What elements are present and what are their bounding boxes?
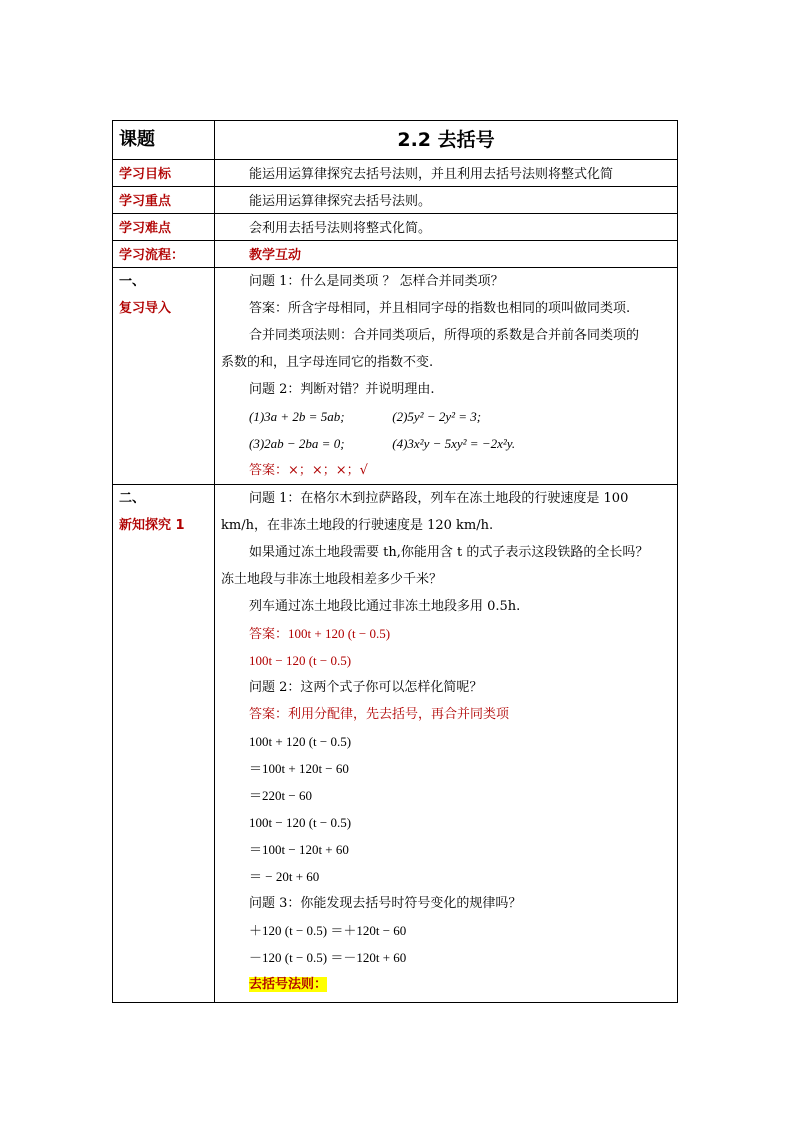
section2-question1-line1: 问题 1：在格尔木到拉萨路段，列车在冻土地段的行驶速度是 100 [249,491,629,506]
section2-answer1-line1: 答案：100t + 120 (t − 0.5) [249,626,391,641]
section2-number: 二、 [119,491,146,506]
section2-question1-line2: km/h，在非冻土地段的行驶速度是 120 km/h. [221,518,494,533]
section1-exercises-row1 [215,403,677,430]
simplify-step-6: ＝ − 20t + 60 [249,869,320,884]
section2-label-cell [113,485,215,1003]
section1-answer2: 答案：×；×；×；√ [249,463,368,478]
section2-row [113,485,678,1003]
page-title: 2.2 去括号 [397,129,495,151]
simplify-step-3: ＝220t − 60 [249,788,312,803]
goal-text: 能运用运算律探究去括号法则，并且利用去括号法则将整式化简 [249,167,614,182]
difficulty-label: 学习难点 [119,221,172,236]
section1-question1: 问题 1：什么是同类项 ？ 怎样合并同类项？ [249,274,504,289]
goal-label: 学习目标 [119,167,172,182]
focus-label: 学习重点 [119,194,172,209]
process-label-cell [113,241,215,268]
focus-text: 能运用运算律探究去括号法则。 [249,194,432,209]
process-text: 教学互动 [249,248,302,263]
difficulty-label-cell [113,214,215,241]
section2-question1-line5: 列车通过冻土地段比通过非冻土地段多用 0.5h. [249,599,521,614]
section1-number: 一、 [119,274,146,289]
simplify-step-4: 100t − 120 (t − 0.5) [249,815,352,830]
difficulty-cell [215,214,678,241]
section1-rule-line2: 系数的和，且字母连同它的指数不变. [221,355,434,370]
section1-label-cell [113,268,215,485]
exercise-3: (3)2ab − 2ba = 0; [249,436,345,451]
title-label: 课题 [119,129,155,150]
lesson-plan-table [112,120,678,1003]
section1-answer1: 答案：所含字母相同，并且相同字母的指数也相同的项叫做同类项. [249,301,631,316]
exercise-2: (2)5y² − 2y² = 3; [392,409,482,424]
section1-exercises-row2 [215,430,677,457]
section2-question2: 问题 2：这两个式子你可以怎样化简呢？ [249,680,483,695]
simplify-step-2: ＝100t + 120t − 60 [249,761,349,776]
title-cell [215,121,678,160]
section2-answer2: 答案：利用分配律，先去括号，再合并同类项 [249,707,510,722]
exercise-4: (4)3x²y − 5xy² = −2x²y. [392,436,516,451]
section1-row [113,268,678,485]
section2-answer1-line2: 100t − 120 (t − 0.5) [249,653,352,668]
bracket-rule-line [215,971,677,998]
bracket-rule-heading: 去括号法则： [249,977,328,992]
section1-content [215,268,678,485]
goal-label-cell [113,160,215,187]
section1-rule-line1: 合并同类项法则：合并同类项后，所得项的系数是合并前各同类项的 [249,328,640,343]
process-cell [215,241,678,268]
difficulty-text: 会利用去括号法则将整式化简。 [249,221,432,236]
section2-question1-line4: 冻土地段与非冻土地段相差多少千米？ [221,572,443,587]
section2-question1-line3: 如果通过冻土地段需要 th,你能用含 t 的式子表示这段铁路的全长吗？ [249,545,649,560]
process-label: 学习流程： [119,248,185,263]
section2-question3: 问题 3：你能发现去括号时符号变化的规律吗？ [249,896,522,911]
section1-question2: 问题 2：判断对错？并说明理由. [249,382,435,397]
section1-name: 复习导入 [119,301,172,316]
exercise-1: (1)3a + 2b = 5ab; [249,409,345,424]
section2-name: 新知探究 1 [119,518,185,533]
goal-cell [215,160,678,187]
simplify-step-1: 100t + 120 (t − 0.5) [249,734,352,749]
focus-label-cell [113,187,215,214]
title-label-cell [113,121,215,160]
simplify-step-5: ＝100t − 120t + 60 [249,842,349,857]
focus-cell [215,187,678,214]
section2-content [215,485,678,1003]
sign-rule-example-1: ＋120 (t − 0.5) ＝＋120t − 60 [249,923,407,938]
sign-rule-example-2: －120 (t − 0.5) ＝－120t + 60 [249,950,407,965]
